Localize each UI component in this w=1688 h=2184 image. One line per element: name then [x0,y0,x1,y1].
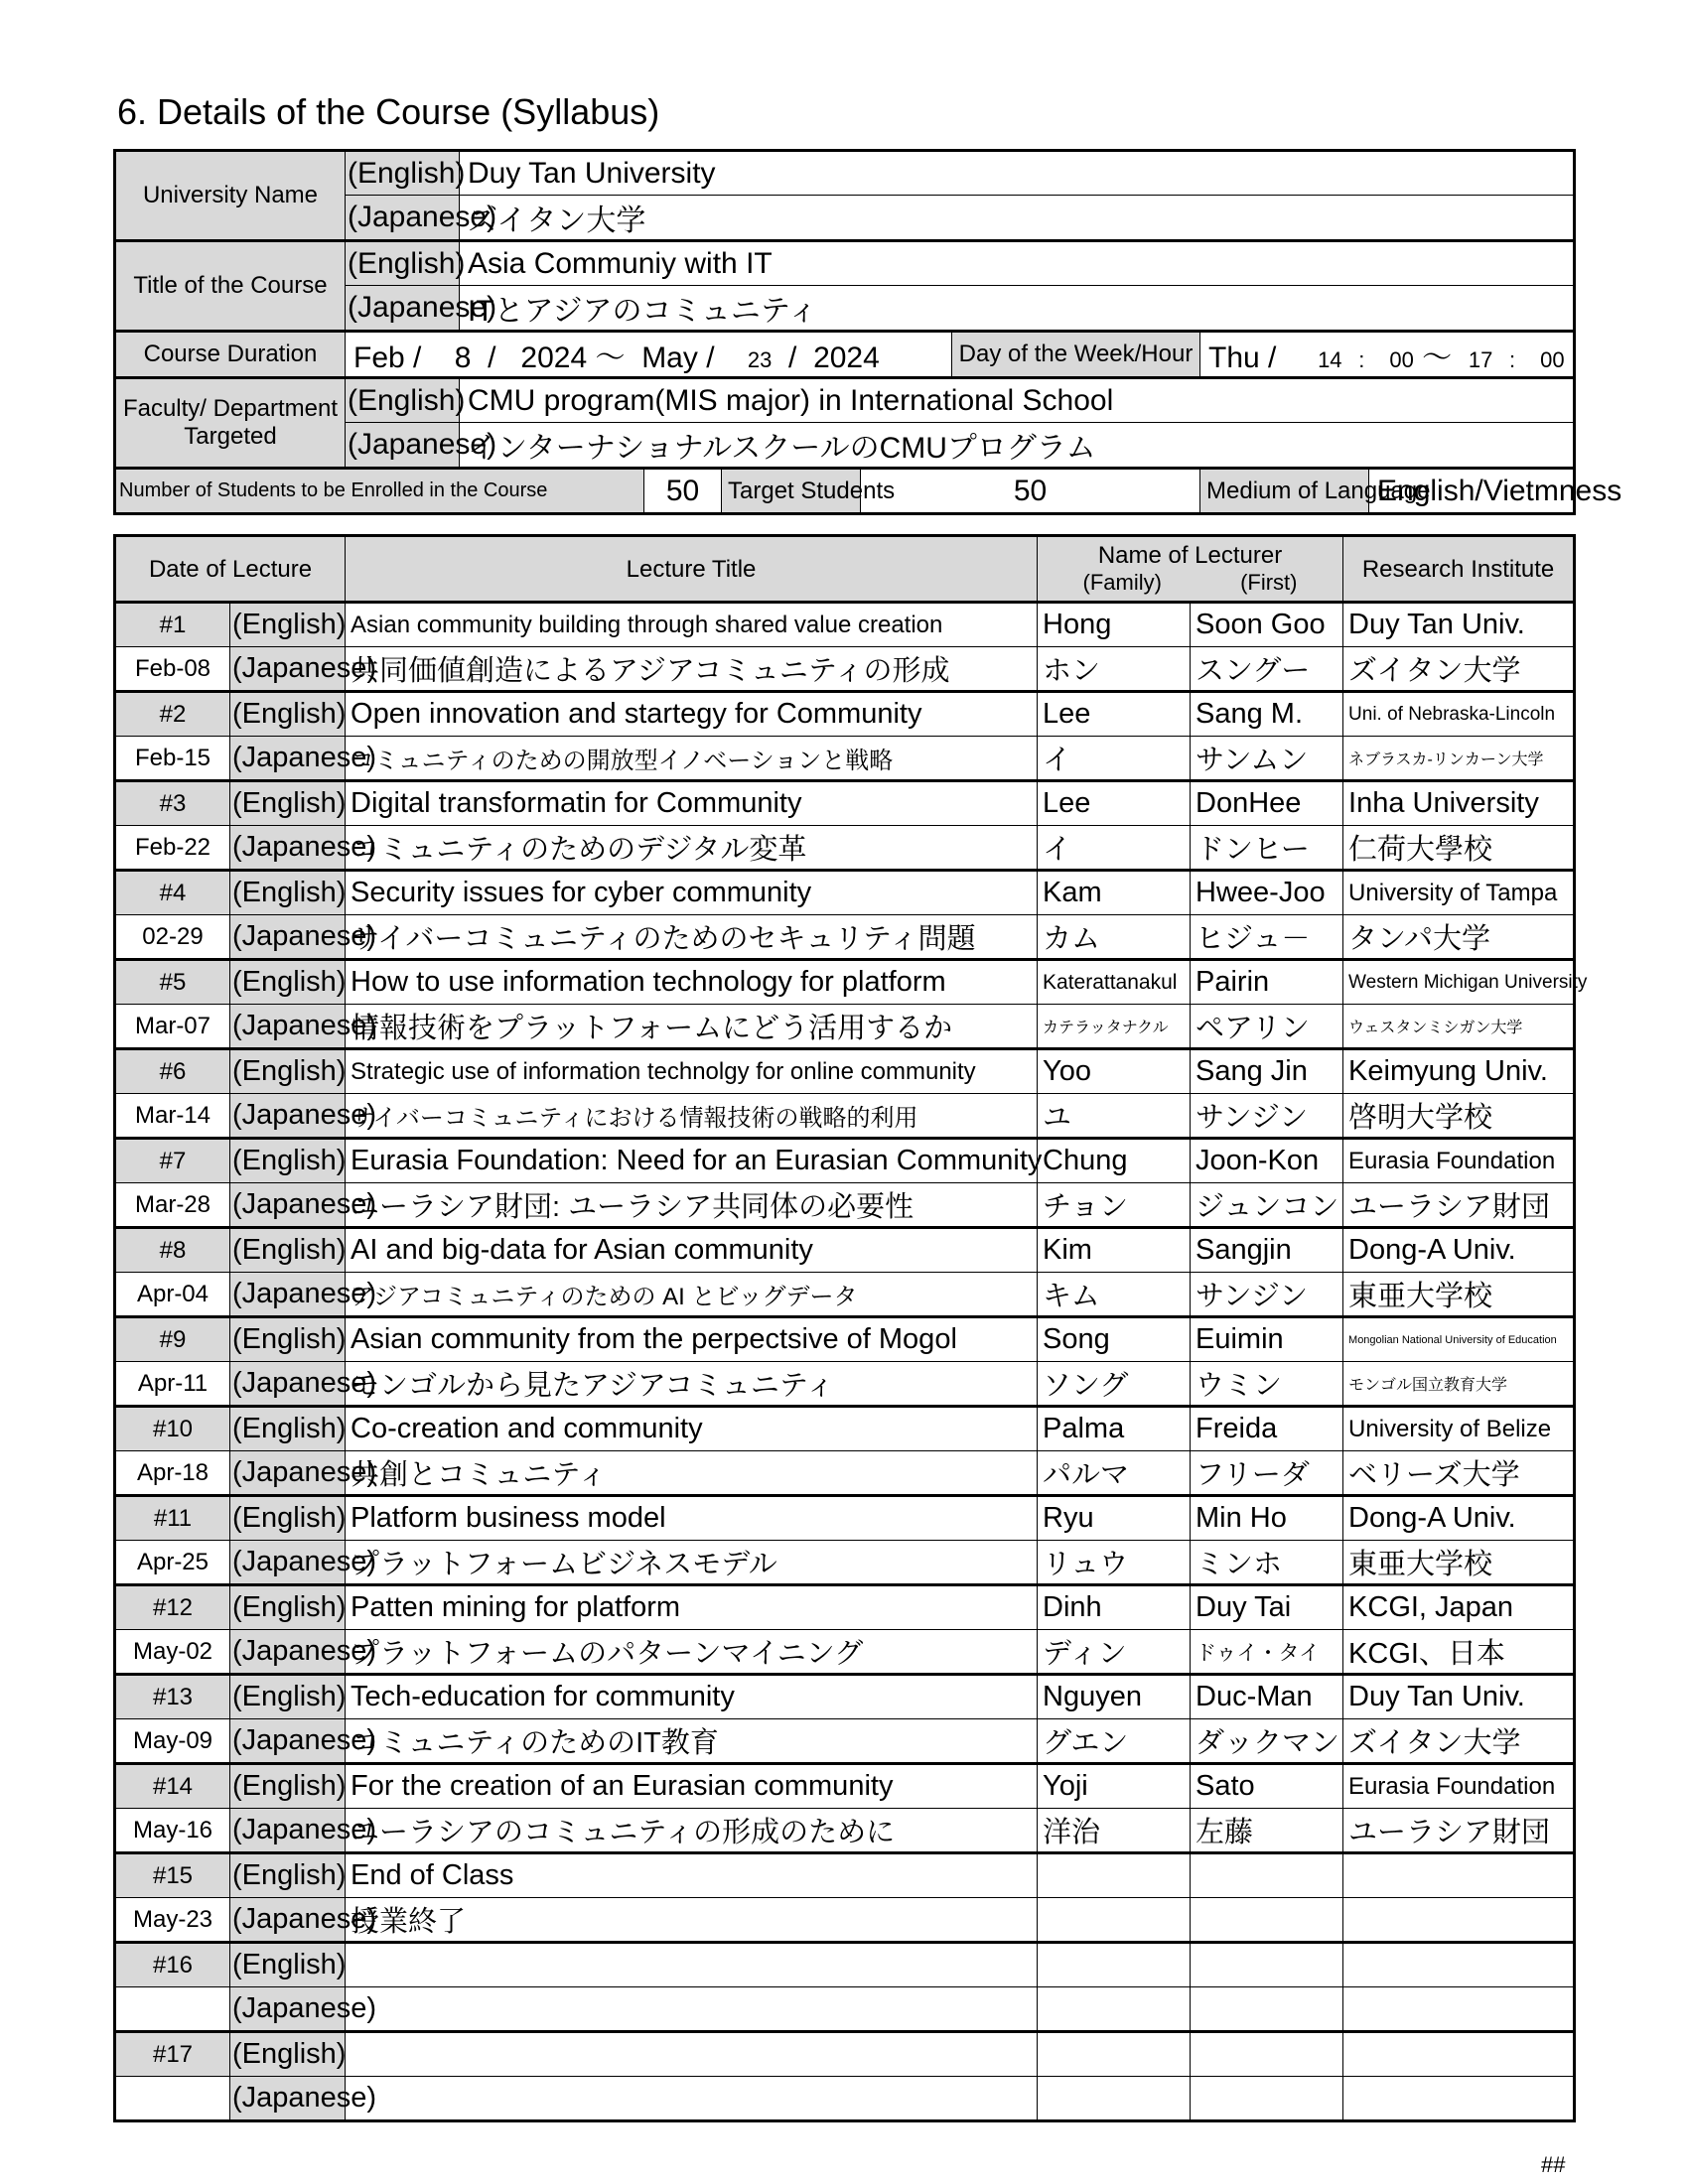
lang-label-en: (English) [230,960,346,1005]
lecture-title-ja: 共創とコミュニティ [346,1451,1038,1496]
lecturer-first-en [1191,2032,1343,2077]
lang-label-ja: (Japanese) [230,1183,346,1228]
lecture-title-ja: 共同価値創造によるアジアコミュニティの形成 [346,647,1038,692]
lecture-row-ja [115,1987,1575,2032]
lecturer-first-ja: スングー [1191,647,1343,692]
lecture-number: #12 [115,1585,230,1630]
lecturer-family-ja [1038,1898,1191,1943]
lecture-row-en [115,1764,1575,1809]
lecture-date: May-16 [115,1809,230,1853]
institute-ja: モンゴル国立教育大学 [1343,1362,1575,1407]
num-students-value: 50 [644,469,722,514]
lecture-title-ja: 授業終了 [346,1898,1038,1943]
lecture-row-en [115,1943,1575,1987]
family-name-header: (Family) [1082,570,1162,595]
medium-language-label: Medium of Language [1200,469,1369,514]
lecture-row-ja [115,1898,1575,1943]
course-duration-value: Feb / 8 / 2024 ～ May / 23 / 2024 [346,332,952,378]
lecturer-first-ja [1191,2077,1343,2121]
lang-label-ja: (Japanese) [230,1719,346,1764]
lecture-row-ja [115,1630,1575,1675]
lecturer-family-en: Nguyen [1038,1675,1191,1719]
lecturer-first-ja: ダックマン [1191,1719,1343,1764]
lecture-row-ja [115,1183,1575,1228]
lecturer-family-ja: ソング [1038,1362,1191,1407]
institute-en: Eurasia Foundation [1343,1139,1575,1183]
lecture-date: May-09 [115,1719,230,1764]
lecturer-first-ja: サンジン [1191,1273,1343,1317]
lecturer-first-en: Freida [1191,1407,1343,1451]
start-year: 2024 [520,341,588,374]
university-name-en: Duy Tan University [460,151,1575,196]
day-of-week: Thu [1208,341,1260,374]
lang-label-en: (English) [346,378,460,423]
institute-ja [1343,1987,1575,2032]
institute-column-header: Research Institute [1343,536,1575,603]
lecture-title-en: Tech-education for community [346,1675,1038,1719]
lecture-number: #4 [115,871,230,915]
lecture-number: #7 [115,1139,230,1183]
lecture-title-ja: モンゴルから見たアジアコミュニティ [346,1362,1038,1407]
lecture-date: Mar-28 [115,1183,230,1228]
lecture-row-en [115,692,1575,737]
lecture-date: May-23 [115,1898,230,1943]
lecture-title-en: Co-creation and community [346,1407,1038,1451]
lecture-date: Apr-04 [115,1273,230,1317]
lang-label-ja: (Japanese) [230,1541,346,1585]
lang-label-ja: (Japanese) [230,1273,346,1317]
lang-label-ja: (Japanese) [230,2077,346,2121]
lecture-title-en: Digital transformatin for Community [346,781,1038,826]
lecture-title-en: Asian community building through shared value creation [346,603,1038,647]
lecturer-family-en: Kim [1038,1228,1191,1273]
lecture-date: Apr-11 [115,1362,230,1407]
lecturer-first-en: Joon-Kon [1191,1139,1343,1183]
lecture-schedule-table [113,534,1588,2122]
lecturer-family-ja: ホン [1038,647,1191,692]
lang-label-ja: (Japanese) [230,826,346,871]
lecturer-first-en: Sato [1191,1764,1343,1809]
lecture-date: Apr-18 [115,1451,230,1496]
lecture-number: #10 [115,1407,230,1451]
lecture-number: #5 [115,960,230,1005]
lang-label-ja: (Japanese) [230,737,346,781]
lecture-date: Mar-14 [115,1094,230,1139]
institute-en: Duy Tan Univ. [1343,603,1575,647]
start-minute: 00 [1389,347,1414,372]
lecturer-first-en: Duy Tai [1191,1585,1343,1630]
lecturer-first-en: Sang Jin [1191,1049,1343,1094]
lecture-title-en: For the creation of an Eurasian community [346,1764,1038,1809]
lecture-title-ja: ユーラシアのコミュニティの形成のために [346,1809,1038,1853]
lecture-row-en [115,1675,1575,1719]
lecture-title-ja: プラットフォームのパターンマイニング [346,1630,1038,1675]
lecturer-family-ja: ディン [1038,1630,1191,1675]
lecturer-header-label: Name of Lecturer [1097,542,1283,569]
start-hour: 14 [1318,347,1342,372]
institute-ja: 仁荷大學校 [1343,826,1575,871]
day-hour-value: Thu / 14 : 00 ～ 17 : 00 [1200,332,1575,378]
lecturer-family-en: Yoji [1038,1764,1191,1809]
lecturer-family-en [1038,1943,1191,1987]
lecturer-first-en [1191,1943,1343,1987]
institute-en [1343,2032,1575,2077]
lecture-title-ja: プラットフォームビジネスモデル [346,1541,1038,1585]
end-minute: 00 [1540,347,1565,372]
lang-label-ja: (Japanese) [346,196,460,241]
institute-en: Dong-A Univ. [1343,1496,1575,1541]
lang-label-ja: (Japanese) [230,1809,346,1853]
lecturer-first-ja: サンジン [1191,1094,1343,1139]
end-hour: 17 [1468,347,1493,372]
lang-label-ja: (Japanese) [346,286,460,332]
lecturer-family-en [1038,1853,1191,1898]
lang-label-ja: (Japanese) [230,1987,346,2032]
lecturer-first-ja: フリーダ [1191,1451,1343,1496]
lecture-number: #16 [115,1943,230,1987]
lecture-title-ja: ユーラシア財団: ユーラシア共同体の必要性 [346,1183,1038,1228]
lecturer-first-ja [1191,1987,1343,2032]
footer-mark: ## [1541,2152,1566,2177]
lecturer-family-ja: イ [1038,737,1191,781]
lecture-title-ja: 情報技術をプラットフォームにどう活用するか [346,1005,1038,1049]
end-year: 2024 [813,341,880,374]
lecturer-first-en: Pairin [1191,960,1343,1005]
institute-ja: ズイタン大学 [1343,1719,1575,1764]
lecturer-column-header [1038,536,1343,603]
institute-ja [1343,2077,1575,2121]
lecture-row-en [115,1496,1575,1541]
lecture-row-ja [115,737,1575,781]
lecturer-first-en: DonHee [1191,781,1343,826]
lecture-title-en: How to use information technology for platform [346,960,1038,1005]
course-title-label: Title of the Course [115,241,346,332]
lecture-title-ja: サイバーコミュニティのためのセキュリティ問題 [346,915,1038,960]
lecture-title-ja [346,1987,1038,2032]
lecture-number: #2 [115,692,230,737]
lecture-number: #11 [115,1496,230,1541]
lang-label-en: (English) [230,781,346,826]
start-month: Feb [353,341,405,374]
lecture-row-ja [115,647,1575,692]
lecturer-first-en: Min Ho [1191,1496,1343,1541]
lang-label-ja: (Japanese) [346,423,460,469]
lecturer-family-en: Lee [1038,692,1191,737]
lang-label-en: (English) [346,151,460,196]
lang-label-ja: (Japanese) [230,1005,346,1049]
institute-ja: 東亜大学校 [1343,1541,1575,1585]
lecturer-family-ja: ユ [1038,1094,1191,1139]
lecture-number: #13 [115,1675,230,1719]
lecture-number: #8 [115,1228,230,1273]
lecture-row-en [115,603,1575,647]
lecture-number: #1 [115,603,230,647]
lang-label-en: (English) [230,1317,346,1362]
target-students-label: Target Students [722,469,861,514]
lecture-date [115,1987,230,2032]
title-column-header: Lecture Title [346,536,1038,603]
lecturer-first-ja: サンムン [1191,737,1343,781]
lang-label-en: (English) [230,603,346,647]
lecturer-family-ja: チョン [1038,1183,1191,1228]
lecturer-first-en: Sang M. [1191,692,1343,737]
institute-en: Inha University [1343,781,1575,826]
lecturer-family-ja: カム [1038,915,1191,960]
end-day: 23 [747,347,773,372]
lang-label-en: (English) [230,1853,346,1898]
lecturer-family-en: Yoo [1038,1049,1191,1094]
lecturer-family-en: Song [1038,1317,1191,1362]
lecture-title-en: Security issues for cyber community [346,871,1038,915]
lecture-row-en [115,871,1575,915]
institute-en: Uni. of Nebraska-Lincoln [1343,692,1575,737]
lecturer-family-ja: リュウ [1038,1541,1191,1585]
lang-label-ja: (Japanese) [230,915,346,960]
lecture-row-ja [115,1541,1575,1585]
lecturer-family-en: Chung [1038,1139,1191,1183]
lecture-date: May-02 [115,1630,230,1675]
lecturer-first-ja: 左藤 [1191,1809,1343,1853]
university-name-label: University Name [115,151,346,241]
lecture-title-en: Strategic use of information technolgy for online community [346,1049,1038,1094]
institute-ja: ユーラシア財団 [1343,1183,1575,1228]
lecture-row-ja [115,1719,1575,1764]
lang-label-en: (English) [230,1764,346,1809]
lecturer-family-en [1038,2032,1191,2077]
faculty-label: Faculty/ Department Targeted [115,378,346,469]
lecture-row-en [115,1853,1575,1898]
lecturer-family-ja: グエン [1038,1719,1191,1764]
course-duration-label: Course Duration [115,332,346,378]
lecture-row-en [115,960,1575,1005]
institute-ja: ズイタン大学 [1343,647,1575,692]
institute-en: Duy Tan Univ. [1343,1675,1575,1719]
lang-label-en: (English) [346,241,460,286]
lecture-row-en [115,1228,1575,1273]
course-title-en: Asia Communiy with IT [460,241,1575,286]
lecture-title-ja: アジアコミュニティのための AI とビッグデータ [346,1273,1038,1317]
lecturer-first-en: Euimin [1191,1317,1343,1362]
course-info-table [113,149,1622,515]
target-students-value: 50 [861,469,1200,514]
lecturer-first-en: Sangjin [1191,1228,1343,1273]
institute-ja: KCGI、日本 [1343,1630,1575,1675]
lang-label-ja: (Japanese) [230,1094,346,1139]
first-name-header: (First) [1240,570,1298,595]
lecture-date [115,2077,230,2121]
lecture-title-en: Patten mining for platform [346,1585,1038,1630]
institute-en: Eurasia Foundation [1343,1764,1575,1809]
lecture-title-ja: コミュニティのための開放型イノベーションと戦略 [346,737,1038,781]
lang-label-en: (English) [230,692,346,737]
lecturer-first-ja: ミンホ [1191,1541,1343,1585]
institute-ja: タンパ大学 [1343,915,1575,960]
lecture-title-ja: コミュニティのためのIT教育 [346,1719,1038,1764]
lecture-number: #6 [115,1049,230,1094]
lecturer-family-en: Palma [1038,1407,1191,1451]
institute-ja: 東亜大学校 [1343,1273,1575,1317]
institute-ja [1343,1898,1575,1943]
page-title: 6. Details of the Course (Syllabus) [117,91,660,132]
lecturer-family-ja: キム [1038,1273,1191,1317]
institute-en: Keimyung Univ. [1343,1049,1575,1094]
lang-label-ja: (Japanese) [230,1630,346,1675]
lecture-number: #15 [115,1853,230,1898]
lecturer-first-en [1191,1853,1343,1898]
lecture-date: 02-29 [115,915,230,960]
lang-label-en: (English) [230,871,346,915]
medium-language-value: English/Vietmness [1369,469,1575,514]
lecturer-family-ja: 洋治 [1038,1809,1191,1853]
lecture-number: #9 [115,1317,230,1362]
lecturer-family-en: Lee [1038,781,1191,826]
lecturer-family-en: Katerattanakul [1038,960,1191,1005]
institute-ja: ネブラスカ-リンカーン大学 [1343,737,1575,781]
lang-label-en: (English) [230,1675,346,1719]
lecturer-family-ja: パルマ [1038,1451,1191,1496]
lecture-number: #14 [115,1764,230,1809]
lecture-row-ja [115,1809,1575,1853]
lecturer-family-ja [1038,2077,1191,2121]
lecturer-family-ja: イ [1038,826,1191,871]
lang-label-en: (English) [230,2032,346,2077]
lecture-title-en: Platform business model [346,1496,1038,1541]
institute-en [1343,1853,1575,1898]
lecture-row-en [115,1049,1575,1094]
lang-label-en: (English) [230,1049,346,1094]
lecture-row-ja [115,915,1575,960]
lecturer-first-en: Hwee-Joo [1191,871,1343,915]
institute-en [1343,1943,1575,1987]
lang-label-ja: (Japanese) [230,1362,346,1407]
course-title-ja: ITとアジアのコミュニティ [460,286,1575,332]
lecture-date: Feb-08 [115,647,230,692]
lecturer-family-ja [1038,1987,1191,2032]
lecture-row-en [115,1139,1575,1183]
lecture-row-en [115,781,1575,826]
lecture-title-ja: コミュニティのためのデジタル変革 [346,826,1038,871]
lecture-date: Feb-15 [115,737,230,781]
lang-label-ja: (Japanese) [230,647,346,692]
lecture-row-ja [115,1094,1575,1139]
lecture-row-ja [115,1451,1575,1496]
lecture-title-en: Open innovation and startegy for Community [346,692,1038,737]
lecturer-first-en: Soon Goo [1191,603,1343,647]
faculty-ja: インターナショナルスクールのCMUプログラム [460,423,1575,469]
lecture-title-ja: サイバーコミュニティにおける情報技術の戦略的利用 [346,1094,1038,1139]
date-column-header: Date of Lecture [115,536,346,603]
lecturer-family-en: Dinh [1038,1585,1191,1630]
lecturer-first-ja [1191,1898,1343,1943]
lecture-row-ja [115,1005,1575,1049]
institute-en: University of Belize [1343,1407,1575,1451]
lecture-title-en [346,2032,1038,2077]
faculty-en: CMU program(MIS major) in International School [460,378,1575,423]
lecture-number: #3 [115,781,230,826]
lecture-row-en [115,2032,1575,2077]
lecture-title-en: AI and big-data for Asian community [346,1228,1038,1273]
lecturer-family-en: Ryu [1038,1496,1191,1541]
institute-ja: ベリーズ大学 [1343,1451,1575,1496]
lang-label-en: (English) [230,1943,346,1987]
institute-en: Dong-A Univ. [1343,1228,1575,1273]
lecture-row-ja [115,1273,1575,1317]
lecturer-first-ja: ウミン [1191,1362,1343,1407]
lecture-row-en [115,1407,1575,1451]
lecturer-family-ja: カテラッタナクル [1038,1005,1191,1049]
lecturer-first-ja: ヒジュ－ [1191,915,1343,960]
university-name-ja: ズイタン大学 [460,196,1575,241]
lecturer-first-en: Duc-Man [1191,1675,1343,1719]
lecture-title-ja [346,2077,1038,2121]
lecture-row-en [115,1317,1575,1362]
lecture-date: Mar-07 [115,1005,230,1049]
num-students-label: Number of Students to be Enrolled in the Course [115,469,644,514]
institute-en: University of Tampa [1343,871,1575,915]
lecture-row-en [115,1585,1575,1630]
institute-ja: ウェスタンミシガン大学 [1343,1005,1575,1049]
lecture-row-ja [115,826,1575,871]
lecture-title-en: End of Class [346,1853,1038,1898]
lecture-title-en [346,1943,1038,1987]
lecturer-family-en: Hong [1038,603,1191,647]
institute-en: Mongolian National University of Education [1343,1317,1575,1362]
lecture-title-en: Eurasia Foundation: Need for an Eurasian Community [346,1139,1038,1183]
lang-label-en: (English) [230,1407,346,1451]
lecture-number: #17 [115,2032,230,2077]
lecture-row-ja [115,1362,1575,1407]
day-week-hour-label: Day of the Week/Hour [952,332,1200,378]
institute-en: Western Michigan University [1343,960,1575,1005]
institute-ja: ユーラシア財団 [1343,1809,1575,1853]
lecture-date: Feb-22 [115,826,230,871]
lang-label-en: (English) [230,1496,346,1541]
institute-en: KCGI, Japan [1343,1585,1575,1630]
lang-label-en: (English) [230,1228,346,1273]
lecture-title-en: Asian community from the perpectsive of Mogol [346,1317,1038,1362]
lecturer-first-ja: ジュンコン [1191,1183,1343,1228]
lecturer-family-en: Kam [1038,871,1191,915]
lecture-row-ja [115,2077,1575,2121]
lecturer-first-ja: ペアリン [1191,1005,1343,1049]
lang-label-ja: (Japanese) [230,1451,346,1496]
lecture-date: Apr-25 [115,1541,230,1585]
lecturer-first-ja: ドゥイ・タイ [1191,1630,1343,1675]
lang-label-ja: (Japanese) [230,1898,346,1943]
lang-label-en: (English) [230,1139,346,1183]
lang-label-en: (English) [230,1585,346,1630]
institute-ja: 啓明大学校 [1343,1094,1575,1139]
lecturer-first-ja: ドンヒー [1191,826,1343,871]
end-month: May [641,341,698,374]
start-day: 8 [454,341,472,374]
